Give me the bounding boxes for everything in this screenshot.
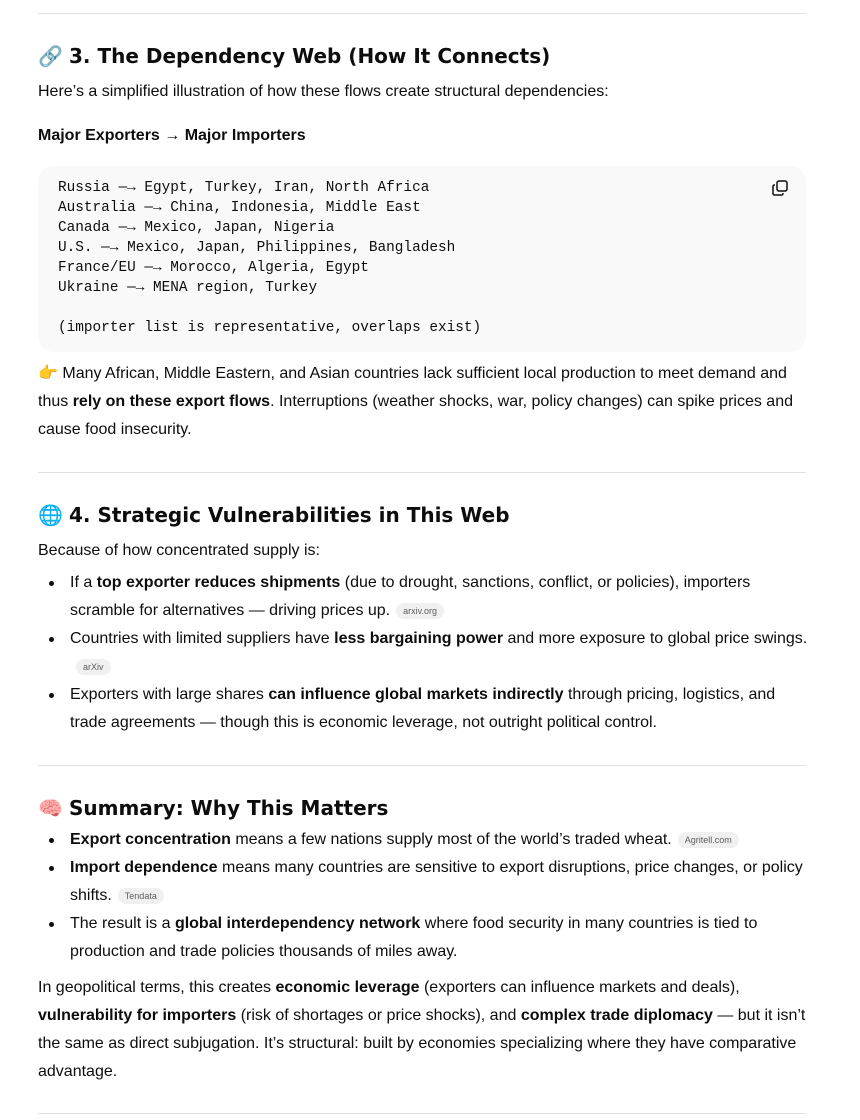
summary-title: Summary: Why This Matters: [68, 796, 389, 820]
list-item: Exporters with large shares can influence global markets indirectly through pricing, logistics, and trade agreements — though this is economic leverage, not outright political control.: [38, 681, 813, 737]
section-4-list: [38, 569, 813, 737]
list-item: If a top exporter reduces shipments (due to drought, sanctions, conflict, or policies), importers scramble for alternatives — driving prices up. arxiv.org: [38, 569, 813, 625]
list-item: Import dependence means many countries are sensitive to export disruptions, price changes, or policy shifts. Tendata: [38, 854, 813, 910]
code-line: Ukraine —→ MENA region, Turkey: [58, 280, 318, 296]
citation-badge[interactable]: arXiv: [76, 659, 111, 675]
section-3-heading: [38, 42, 550, 70]
citation-badge[interactable]: Agritell.com: [678, 832, 739, 848]
divider: [38, 13, 806, 14]
section-4-intro: Because of how concentrated supply is:: [38, 542, 320, 559]
code-line: France/EU —→ Morocco, Algeria, Egypt: [58, 260, 369, 276]
summary-heading: [38, 794, 388, 822]
brain-icon: 🧠: [38, 796, 63, 820]
divider: [38, 765, 806, 766]
code-line: (importer list is representative, overlaps exist): [58, 320, 482, 336]
link-icon: 🔗: [38, 44, 63, 68]
section-4-heading: [38, 501, 510, 529]
code-line: U.S. —→ Mexico, Japan, Philippines, Bangladesh: [58, 240, 456, 256]
section-3-note: 👉 Many African, Middle Eastern, and Asian countries lack sufficient local production to meet demand and thus rely on these export flows. Interruptions (weather shocks, war, policy changes) can spike prices and cause food insecurity.: [38, 365, 793, 438]
list-item: Countries with limited suppliers have less bargaining power and more exposure to global price swings.arXiv: [38, 625, 813, 681]
pointing-hand-icon: 👉: [38, 365, 58, 382]
code-line: Canada —→ Mexico, Japan, Nigeria: [58, 220, 335, 236]
code-block: [38, 166, 806, 352]
list-item: Export concentration means a few nations supply most of the world’s traded wheat. Agritell.com: [38, 826, 813, 854]
citation-badge[interactable]: Tendata: [118, 888, 164, 904]
divider: [38, 472, 806, 473]
summary-closing: In geopolitical terms, this creates economic leverage (exporters can influence markets and deals), vulnerability for importers (risk of shortages or price shocks), and complex trade diplomacy — but it isn’t the same as direct subjugation. It’s structural: built by economies specializing where they have comparative advantage.: [38, 979, 806, 1080]
copy-icon[interactable]: [770, 178, 790, 198]
globe-icon: 🌐: [38, 503, 63, 527]
section-3-subheading: Major Exporters → Major Importers: [38, 127, 306, 144]
section-4-title: 4. Strategic Vulnerabilities in This Web: [68, 503, 510, 527]
section-3-intro: Here’s a simplified illustration of how these flows create structural dependencies:: [38, 83, 609, 100]
section-3-title: 3. The Dependency Web (How It Connects): [68, 44, 551, 68]
citation-badge[interactable]: arxiv.org: [396, 603, 444, 619]
summary-list: [38, 826, 813, 966]
code-line: Russia —→ Egypt, Turkey, Iran, North Africa: [58, 180, 430, 196]
divider: [38, 1113, 806, 1114]
code-line: Australia —→ China, Indonesia, Middle East: [58, 200, 421, 216]
list-item: The result is a global interdependency network where food security in many countries is tied to production and trade policies thousands of miles away.: [38, 910, 813, 966]
code-content: [58, 178, 786, 338]
